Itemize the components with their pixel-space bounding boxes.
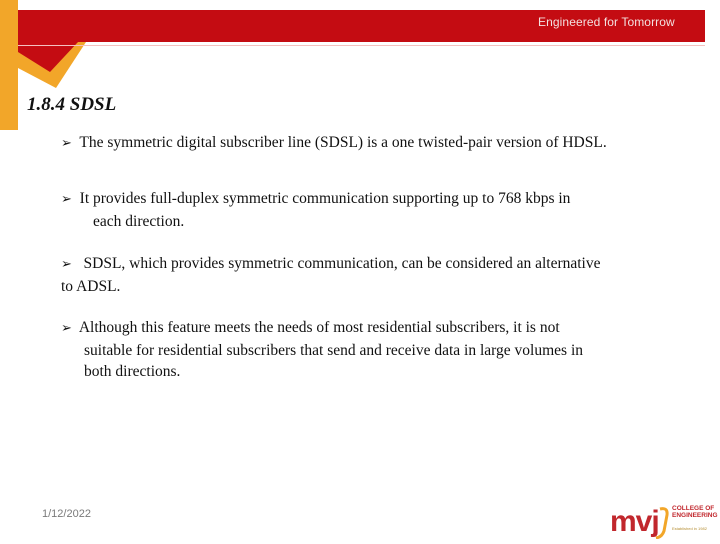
header-left-orange-bar: [0, 0, 18, 130]
arrow-bullet-icon: ➢: [61, 136, 72, 151]
logo-line1: COLLEGE OF: [672, 505, 715, 512]
logo-subtext: Established in 1982: [672, 526, 707, 531]
bullet-item: [61, 188, 681, 232]
bullet-text-continued: suitable for residential subscribers that send and receive data in large volumes in: [84, 341, 583, 359]
arrow-bullet-icon: ➢: [61, 192, 72, 207]
header-thin-line: [18, 45, 705, 46]
logo-mark-text: mvj: [610, 505, 659, 538]
bullet-text-continued: each direction.: [93, 212, 185, 230]
bullet-text: Although this feature meets the needs of most residential subscribers, it is not: [78, 319, 560, 336]
bullet-text: It provides full-duplex symmetric communication supporting up to 768 kbps in: [79, 190, 571, 207]
bullet-text: The symmetric digital subscriber line (SDSL) is a one twisted-pair version of HDSL.: [79, 134, 607, 151]
arrow-bullet-icon: ➢: [61, 321, 72, 336]
bullet-item: [61, 317, 681, 383]
mvj-logo-mark: [610, 503, 670, 539]
header-tagline: Engineered for Tomorrow: [538, 15, 675, 29]
bullet-text-continued: to ADSL.: [61, 277, 121, 295]
slide-title: 1.8.4 SDSL: [27, 94, 117, 115]
logo-line2: ENGINEERING: [672, 512, 718, 519]
bullet-item: [61, 253, 701, 297]
bullet-item: [61, 132, 711, 155]
logo-text: [672, 505, 718, 519]
slide-date: 1/12/2022: [42, 508, 91, 520]
bullet-text: SDSL, which provides symmetric communication, can be considered an alternative: [83, 255, 601, 272]
arrow-bullet-icon: ➢: [61, 257, 72, 272]
bullet-text-continued: both directions.: [84, 363, 181, 380]
college-logo: [610, 503, 720, 539]
